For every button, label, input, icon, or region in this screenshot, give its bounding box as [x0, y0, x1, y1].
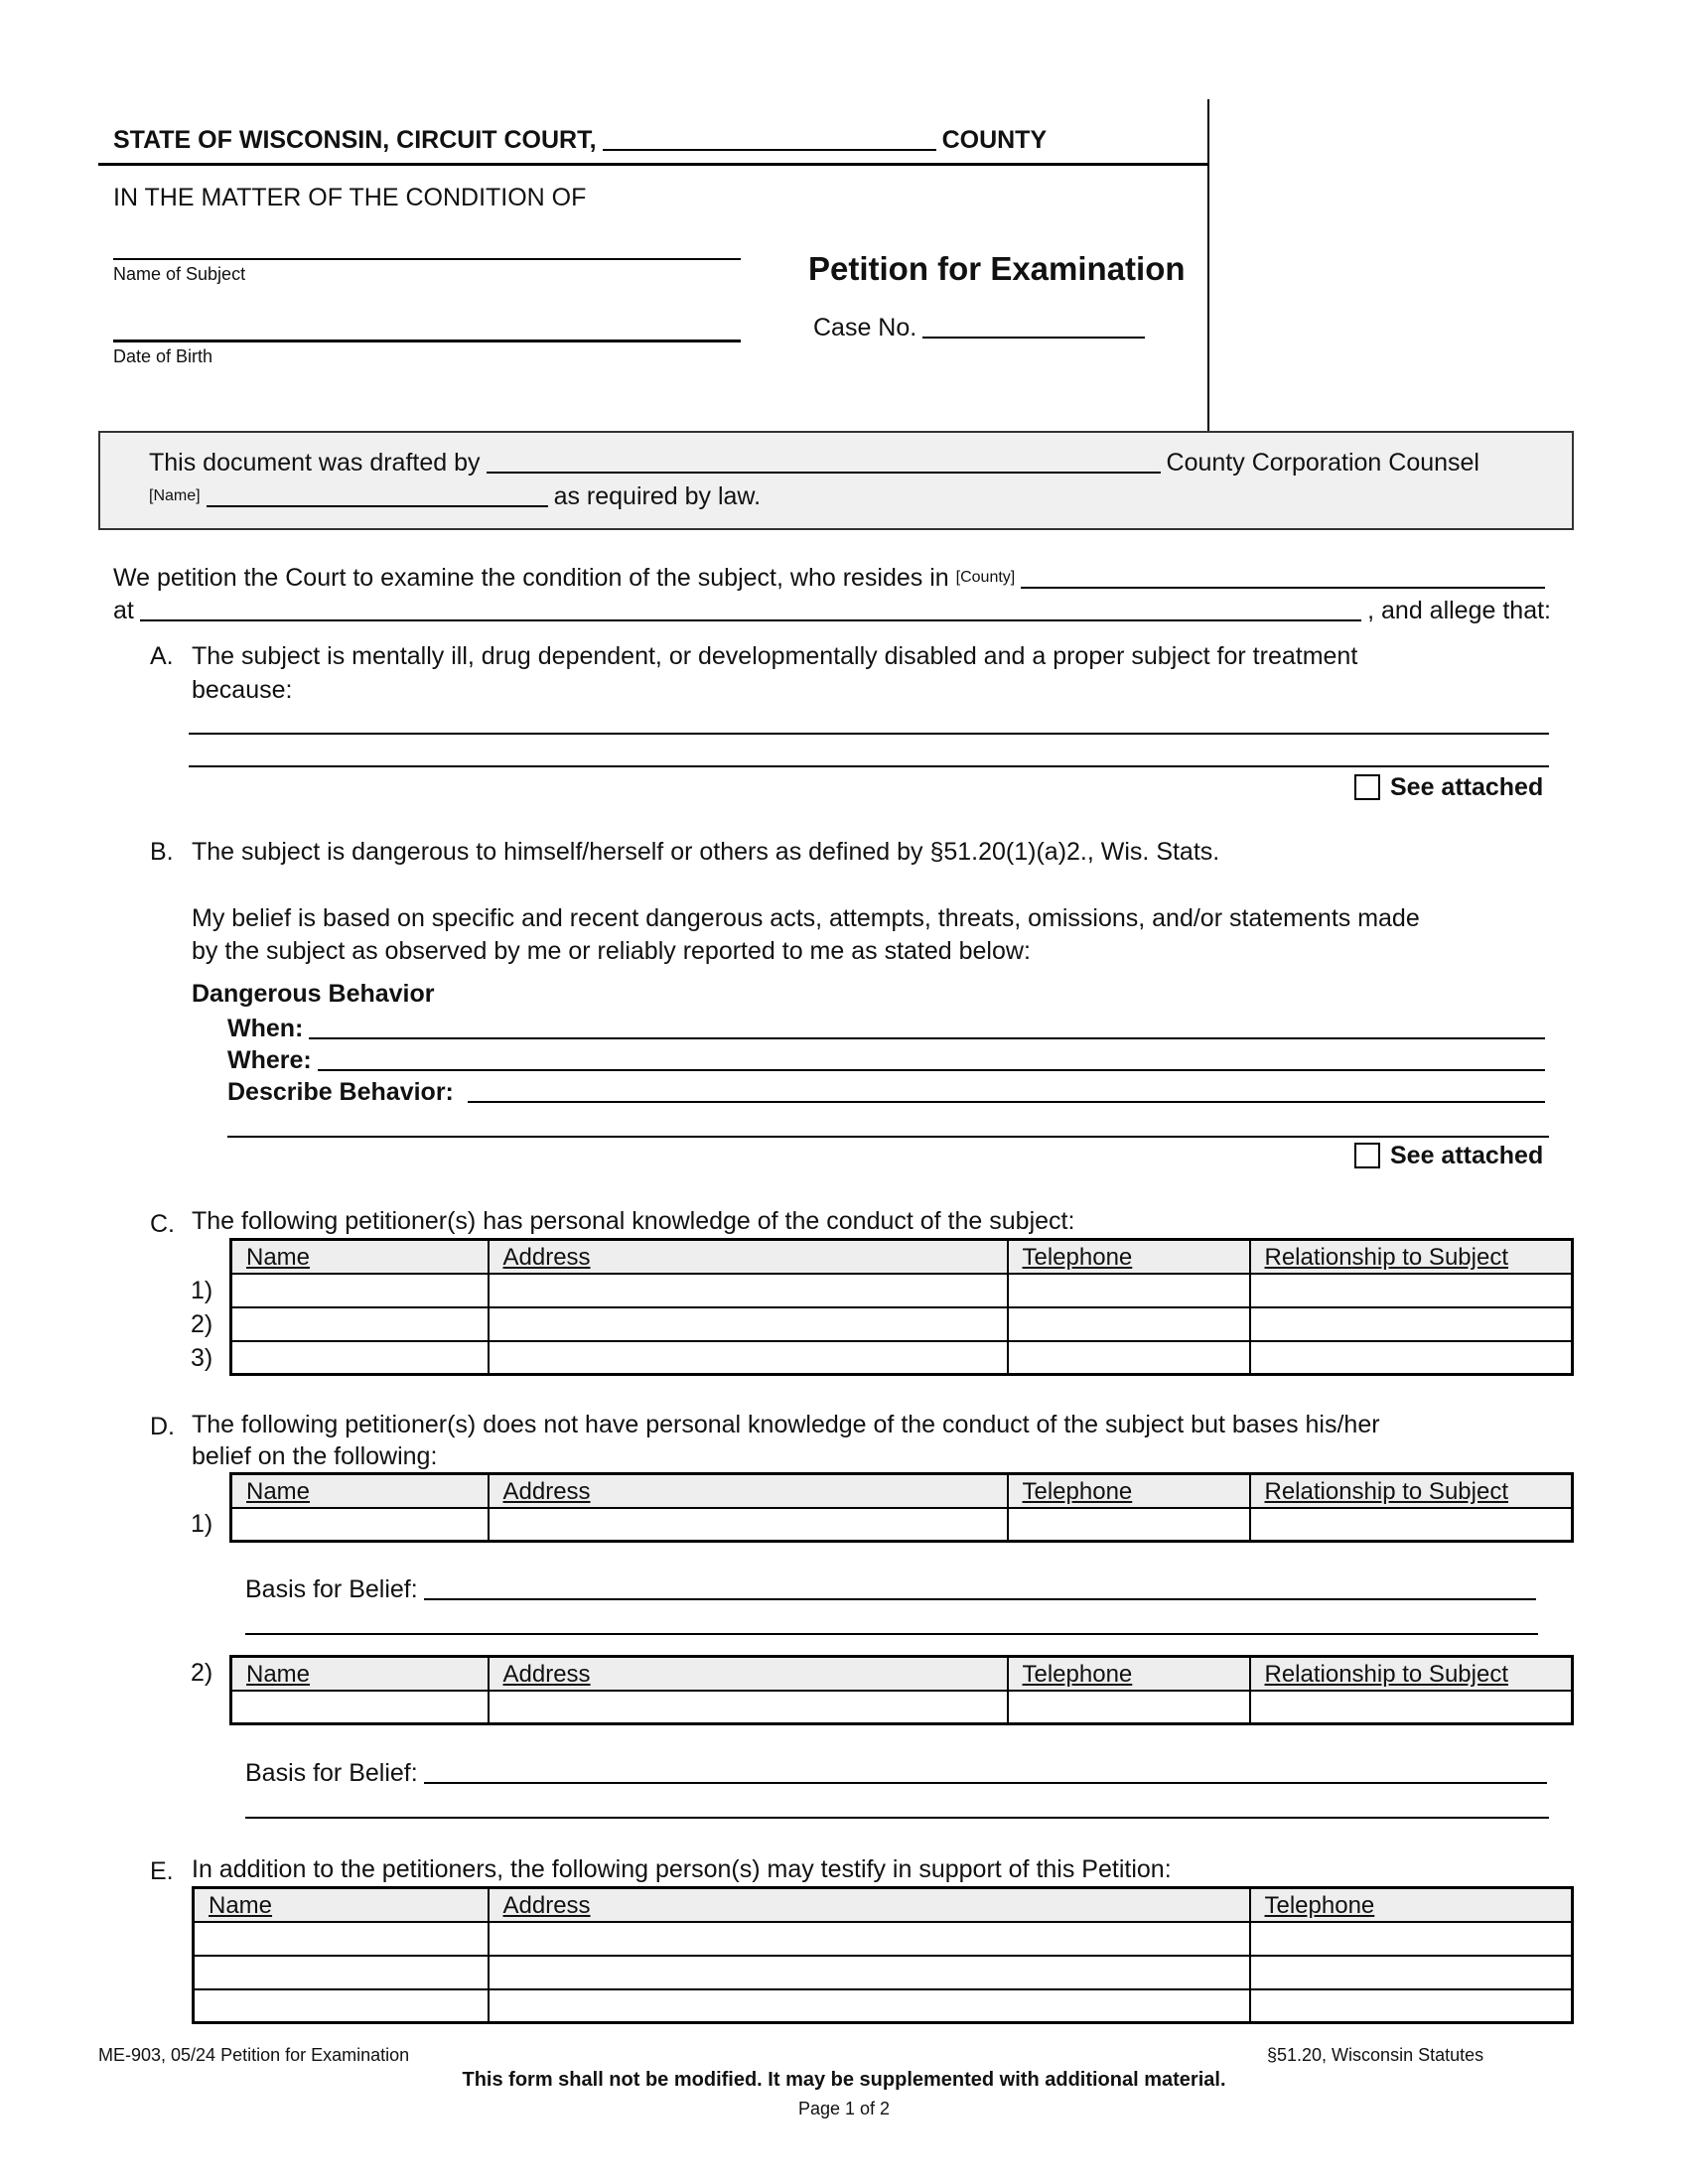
section-d-text: The following petitioner(s) does not have personal knowledge of the conduct of the subject but bases his/her	[192, 1411, 1380, 1438]
county-label: COUNTY	[941, 126, 1048, 154]
cell[interactable]	[1250, 1989, 1573, 2023]
see-attached-label: See attached	[1390, 1142, 1544, 1169]
date-of-birth-label: Date of Birth	[113, 346, 213, 366]
name-of-subject-field[interactable]	[113, 258, 741, 260]
when-field[interactable]	[309, 1037, 1545, 1039]
county-hint: [County]	[955, 569, 1016, 586]
cell[interactable]	[489, 1989, 1250, 2023]
table-header	[231, 1657, 1573, 1691]
table-header	[231, 1474, 1573, 1508]
caption-vertical-divider	[1207, 99, 1209, 431]
column-address: Address	[489, 1657, 1008, 1691]
column-relationship: Relationship to Subject	[1250, 1657, 1573, 1691]
belief-text-1: My belief is based on specific and recent dangerous acts, attempts, threats, omissions, and/or statements made	[192, 904, 1420, 932]
cell[interactable]	[194, 1989, 489, 2023]
table-row	[231, 1691, 1573, 1724]
drafter-name-field[interactable]	[207, 505, 548, 507]
belief-text-2: by the subject as observed by me or reliably reported to me as stated below:	[192, 937, 1031, 965]
section-c-letter: C.	[150, 1210, 175, 1238]
when-line	[227, 1013, 1551, 1044]
section-b-text: The subject is dangerous to himself/herself or others as defined by §51.20(1)(a)2., Wis. Stats.	[192, 838, 1220, 866]
describe-field-2[interactable]	[227, 1136, 1549, 1138]
page-title: Petition for Examination	[808, 250, 1186, 287]
table-row	[231, 1274, 1573, 1307]
column-relationship: Relationship to Subject	[1250, 1474, 1573, 1508]
cell[interactable]	[489, 1307, 1008, 1341]
caption-rule	[98, 163, 1209, 166]
date-of-birth-field[interactable]	[113, 340, 741, 342]
table-row	[231, 1307, 1573, 1341]
section-c-text: The following petitioner(s) has personal knowledge of the conduct of the subject:	[192, 1207, 1075, 1235]
where-line	[227, 1044, 1551, 1076]
county-field[interactable]	[603, 149, 936, 151]
cell[interactable]	[231, 1691, 489, 1724]
cell[interactable]	[1250, 1956, 1573, 1989]
case-number-label: Case No.	[813, 314, 917, 341]
cell[interactable]	[1250, 1508, 1573, 1542]
basis-field[interactable]	[424, 1782, 1547, 1784]
row-number: 3)	[191, 1344, 213, 1372]
residence-county-field[interactable]	[1021, 587, 1545, 589]
table-row	[231, 1508, 1573, 1542]
required-by-law-label: as required by law.	[553, 482, 762, 510]
row-number: 1)	[191, 1277, 213, 1304]
section-a-text: The subject is mentally ill, drug dependent, or developmentally disabled and a proper subject for treatment	[192, 642, 1358, 670]
cell[interactable]	[1008, 1508, 1250, 1542]
cell[interactable]	[231, 1307, 489, 1341]
row-number: 1)	[191, 1510, 213, 1538]
column-name: Name	[231, 1474, 489, 1508]
cell[interactable]	[194, 1922, 489, 1956]
cell[interactable]	[1008, 1341, 1250, 1375]
section-a-text-2: because:	[192, 676, 293, 704]
column-address: Address	[489, 1888, 1250, 1922]
intro-text: We petition the Court to examine the condition of the subject, who resides in	[113, 564, 949, 592]
column-telephone: Telephone	[1008, 1474, 1250, 1508]
intro-line-1	[113, 562, 1551, 594]
no-personal-knowledge-table-2	[229, 1655, 1574, 1725]
basis-field-2[interactable]	[245, 1633, 1538, 1635]
table-header	[231, 1240, 1573, 1274]
case-number	[813, 312, 1151, 343]
dangerous-behavior-heading: Dangerous Behavior	[192, 980, 435, 1008]
section-e-text: In addition to the petitioners, the following person(s) may testify in support of this Petition:	[192, 1855, 1172, 1883]
statute-reference: §51.20, Wisconsin Statutes	[1267, 2045, 1484, 2065]
cell[interactable]	[489, 1508, 1008, 1542]
drafted-by-label: This document was drafted by	[149, 449, 481, 477]
allege-label: , and allege that:	[1367, 597, 1551, 624]
cell[interactable]	[231, 1508, 489, 1542]
column-relationship: Relationship to Subject	[1250, 1240, 1573, 1274]
cell[interactable]	[1008, 1691, 1250, 1724]
table-header	[194, 1888, 1573, 1922]
cell[interactable]	[489, 1956, 1250, 1989]
basis-field-2[interactable]	[245, 1817, 1549, 1819]
describe-field[interactable]	[468, 1101, 1545, 1103]
section-b-letter: B.	[150, 838, 174, 866]
section-b-see-attached[interactable]	[1354, 1140, 1543, 1171]
where-label: Where:	[227, 1046, 312, 1074]
section-a-letter: A.	[150, 642, 174, 670]
cell[interactable]	[1250, 1691, 1573, 1724]
see-attached-label: See attached	[1390, 773, 1544, 801]
section-e-letter: E.	[150, 1857, 174, 1885]
cell[interactable]	[489, 1922, 1250, 1956]
cell[interactable]	[1250, 1307, 1573, 1341]
column-name: Name	[231, 1240, 489, 1274]
table-row	[231, 1341, 1573, 1375]
table-row	[194, 1922, 1573, 1956]
cell[interactable]	[489, 1341, 1008, 1375]
witness-table	[192, 1886, 1574, 2024]
basis-field[interactable]	[424, 1598, 1536, 1600]
drafted-by-field[interactable]	[487, 472, 1161, 474]
cell[interactable]	[1250, 1274, 1573, 1307]
at-label: at	[113, 597, 134, 624]
no-personal-knowledge-table-1	[229, 1472, 1574, 1543]
section-a-field-2[interactable]	[189, 765, 1549, 767]
residence-address-field[interactable]	[140, 619, 1361, 621]
column-address: Address	[489, 1240, 1008, 1274]
table-row	[194, 1956, 1573, 1989]
table-row	[194, 1989, 1573, 2023]
basis-line-1	[245, 1573, 1542, 1605]
row-number: 2)	[191, 1310, 213, 1338]
column-name: Name	[231, 1657, 489, 1691]
describe-line	[227, 1076, 1551, 1108]
describe-label: Describe Behavior:	[227, 1078, 454, 1106]
intro-line-2	[113, 595, 1551, 626]
cell[interactable]	[194, 1956, 489, 1989]
cell[interactable]	[1008, 1307, 1250, 1341]
row-number: 2)	[191, 1659, 213, 1687]
column-telephone: Telephone	[1250, 1888, 1573, 1922]
cell[interactable]	[231, 1341, 489, 1375]
see-attached-checkbox[interactable]	[1354, 1143, 1380, 1168]
form-id: ME-903, 05/24 Petition for Examination	[98, 2045, 410, 2065]
corporation-counsel-label: County Corporation Counsel	[1166, 449, 1479, 477]
section-d-text-2: belief on the following:	[192, 1442, 438, 1470]
basis-label: Basis for Belief:	[245, 1575, 418, 1603]
page-number: Page 1 of 2	[797, 2099, 891, 2118]
section-d-letter: D.	[150, 1413, 175, 1440]
section-a-see-attached[interactable]	[1354, 771, 1543, 803]
basis-line-2	[245, 1757, 1553, 1789]
court-heading	[113, 124, 1047, 156]
column-telephone: Telephone	[1008, 1657, 1250, 1691]
cell[interactable]	[1250, 1922, 1573, 1956]
court-label: STATE OF WISCONSIN, CIRCUIT COURT,	[113, 126, 597, 154]
drafter-name-label: [Name]	[149, 487, 201, 504]
basis-label: Basis for Belief:	[245, 1759, 418, 1787]
section-a-field-1[interactable]	[189, 733, 1549, 735]
modification-notice: This form shall not be modified. It may be supplemented with additional material.	[462, 2069, 1226, 2091]
matter-label: IN THE MATTER OF THE CONDITION OF	[113, 184, 587, 211]
cell[interactable]	[1008, 1274, 1250, 1307]
drafter-name-line	[149, 480, 761, 512]
when-label: When:	[227, 1015, 304, 1042]
name-of-subject-label: Name of Subject	[113, 264, 246, 284]
column-address: Address	[489, 1474, 1008, 1508]
see-attached-checkbox[interactable]	[1354, 774, 1380, 800]
cell[interactable]	[1250, 1341, 1573, 1375]
column-name: Name	[194, 1888, 489, 1922]
personal-knowledge-table	[229, 1238, 1574, 1376]
cell[interactable]	[489, 1691, 1008, 1724]
cell[interactable]	[231, 1274, 489, 1307]
drafted-by-line	[149, 447, 1479, 478]
column-telephone: Telephone	[1008, 1240, 1250, 1274]
where-field[interactable]	[318, 1069, 1545, 1071]
case-number-field[interactable]	[922, 337, 1145, 339]
cell[interactable]	[489, 1274, 1008, 1307]
